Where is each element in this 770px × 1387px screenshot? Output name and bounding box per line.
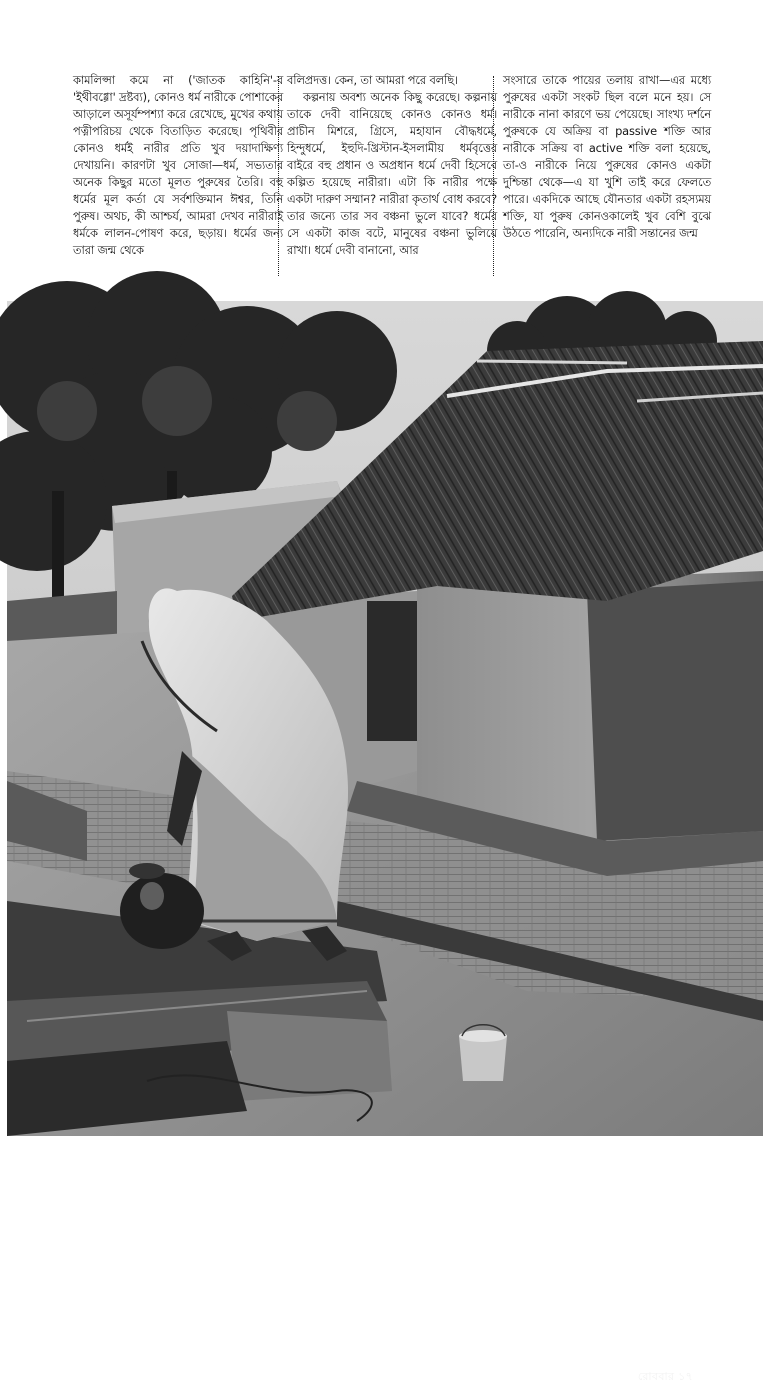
article-column-3 <box>503 72 711 242</box>
article-column-2 <box>287 72 497 260</box>
page-folio: রোববার ১৭ <box>637 1370 693 1383</box>
column-2-paragraph-2: কল্পনায় অবশ্য অনেক কিছু করেছে। কল্পনায় তাকে দেবী বানিয়েছে কোনও কোনও ধর্ম। প্রাচীন মিশরে, গ্রিসে, মহাযান বৌদ্ধধর্মে, হিন্দুধর্মে, ইহুদি-খ্রিস্টান-ইসলামীয় ধর্মবৃত্তের বাইরে বহু প্রধান ও অপ্রধান ধর্মে দেবী হিসেবে কল্পিত হয়েছে নারীরা। এটা কি নারীর পক্ষে একটা দারুণ সম্মান? নারীরা কৃতার্থ বোধ করবে? তার জন্যে তার সব বঞ্চনা ভুলে যাবে? ধর্মের সে একটা কাজ বটে, মানুষের বঞ্চনা ভুলিয়ে রাখা। ধর্মে দেবী বানানো, আর <box>287 90 497 258</box>
column-1-paragraph: কামলিপ্সা কমে না ('জাতক কাহিনি'-র 'ইথীবগ্গো' দ্রষ্টব্য), কোনও ধর্ম নারীকে পোশাকের আড়ালে অসূর্যম্পশ্যা করে রেখেছে, মুখের কথায় পত্নীপরিচয় থেকে বিতাড়িত করেছে। পৃথিবীর কোনও ধর্মই নারীর প্রতি খুব দয়াদাক্ষিণ্য দেখায়নি। কারণটা খুব সোজা—ধর্ম, সভ্যতার অনেক কিছুর মতো মূলত পুরুষের তৈরি। বহু ধর্মের মূল কর্তা যে সর্বশক্তিমান ঈশ্বর, তিনি পুরুষ। অথচ, কী আশ্চর্য, আমরা দেখব নারীরাই ধর্মকে লালন-পোষণ করে, ছড়ায়। ধর্মের জন্য তারা জন্ম থেকে <box>73 73 283 258</box>
article-column-1 <box>73 72 283 260</box>
column-2-paragraph-1: বলিপ্রদত্ত। কেন, তা আমরা পরে বলছি। <box>287 73 458 87</box>
column-divider <box>278 76 279 276</box>
village-well-photograph <box>7 301 763 1383</box>
column-divider <box>493 76 494 276</box>
column-3-paragraph: সংসারে তাকে পায়ের তলায় রাখা—এর মধ্যে পুরুষের একটা সংকট ছিল বলে মনে হয়। সে নারীকে নানা কারণে ভয় পেয়েছে। সাংখ্য দর্শনে পুরুষকে যে অক্রিয় বা passive শক্তি আর নারীকে সক্রিয় বা active শক্তি বলা হয়েছে, তা-ও নারীকে নিয়ে পুরুষের কোনও একটা দুশ্চিন্তা থেকে—এ যা খুশি তাই করে ফেলতে পারে। একদিকে আছে যৌনতার একটা রহস্যময় শক্তি, যা পুরুষ কোনওকালেই খুব বেশি বুঝে উঠতে পারেনি, অন্যদিকে নারী সন্তানের জন্ম <box>503 73 711 241</box>
